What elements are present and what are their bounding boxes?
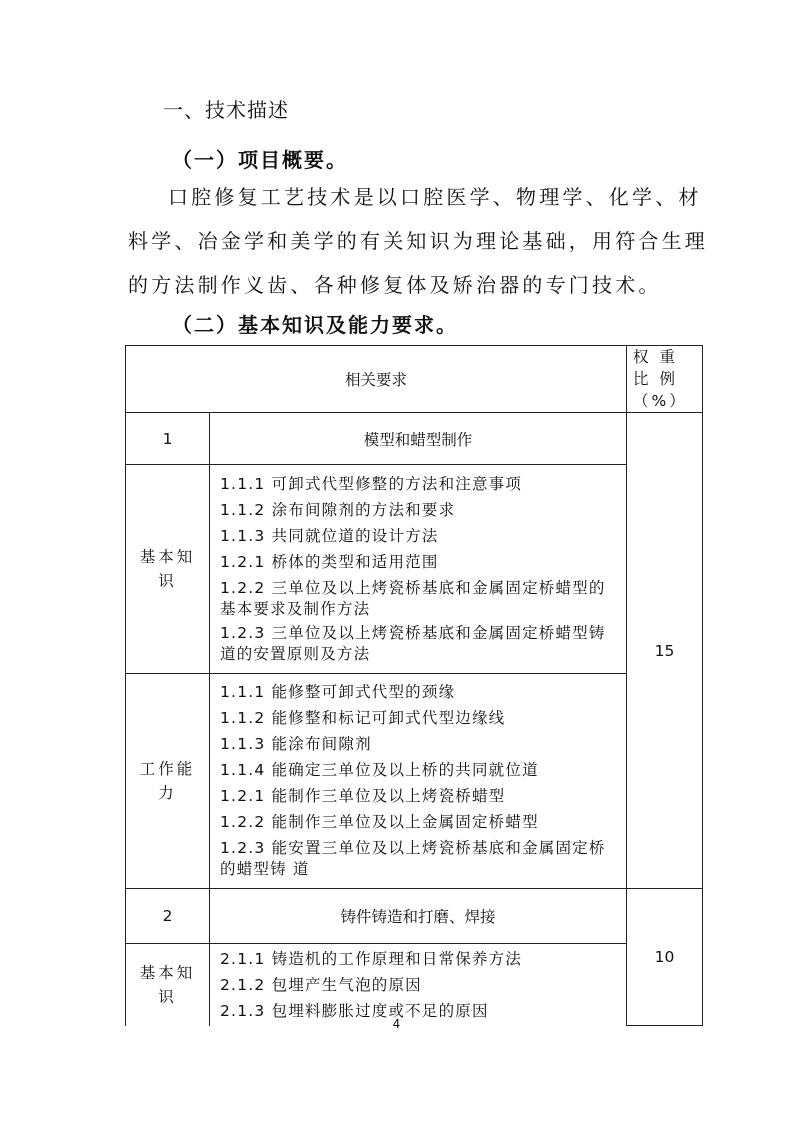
header-weight: 权 重 比 例（%）: [627, 346, 703, 413]
list-item: 1.2.3 三单位及以上烤瓷桥基底和金属固定桥蜡型铸道的安置原则及方法: [220, 623, 606, 663]
category-label: 基本知识: [139, 963, 196, 1006]
ability-row: [126, 674, 703, 889]
list-item: 1.1.1 可卸式代型修整的方法和注意事项: [220, 474, 523, 493]
list-item: 1.1.3 能涂布间隙剂: [220, 735, 372, 753]
category-label: 工作能力: [139, 760, 196, 802]
module-title: 模型和蜡型制作: [210, 413, 627, 465]
header-requirements: 相关要求: [126, 346, 627, 413]
module-row: [126, 413, 703, 465]
list-item: 1.1.4 能确定三单位及以上桥的共同就位道: [220, 761, 539, 779]
list-item: 2.1.2 包埋产生气泡的原因: [220, 975, 422, 994]
section-title-overview: （一）项目概要。: [172, 148, 348, 172]
list-item: 1.1.1 能修整可卸式代型的颈缘: [220, 683, 456, 701]
module-row: [126, 889, 703, 944]
heading-technical-description: 一、技术描述: [163, 98, 289, 122]
knowledge-row: [126, 465, 703, 674]
paragraph-line: 的方法制作义齿、各种修复体及矫治器的专门技术。: [128, 273, 662, 297]
module-weight: 15: [627, 413, 703, 889]
module-title: 铸件铸造和打磨、焊接: [210, 889, 627, 944]
table-header-row: [126, 346, 703, 413]
list-item: 1.1.2 能修整和标记可卸式代型边缘线: [220, 709, 506, 727]
module-number: 2: [126, 889, 210, 944]
list-item: 1.1.3 共同就位道的设计方法: [220, 526, 439, 545]
module-number: 1: [126, 413, 210, 465]
section-title-requirements: （二）基本知识及能力要求。: [172, 313, 458, 337]
list-item: 1.2.2 三单位及以上烤瓷桥基底和金属固定桥蜡型的基本要求及制作方法: [220, 578, 606, 618]
page-number: 4: [392, 1017, 401, 1031]
list-item: 1.2.3 能安置三单位及以上烤瓷桥基底和金属固定桥的蜡型铸 道: [220, 839, 606, 878]
list-item: 1.1.2 涂布间隙剂的方法和要求: [220, 500, 456, 519]
list-item: 1.2.1 能制作三单位及以上烤瓷桥蜡型: [220, 787, 506, 805]
requirements-table: [125, 345, 703, 1026]
module-weight: 10: [627, 889, 703, 1026]
paragraph-line: 口腔修复工艺技术是以口腔医学、物理学、化学、材: [168, 185, 702, 209]
category-label: 基本知识: [139, 548, 196, 590]
knowledge-row: [126, 944, 703, 1026]
paragraph-line: 料学、冶金学和美学的有关知识为理论基础，用符合生理: [128, 229, 708, 253]
list-item: 1.2.2 能制作三单位及以上金属固定桥蜡型: [220, 813, 539, 831]
list-item: 2.1.3 包埋料膨胀过度或不足的原因: [220, 1001, 489, 1020]
list-item: 1.2.1 桥体的类型和适用范围: [220, 552, 439, 571]
list-item: 2.1.1 铸造机的工作原理和日常保养方法: [220, 949, 523, 968]
